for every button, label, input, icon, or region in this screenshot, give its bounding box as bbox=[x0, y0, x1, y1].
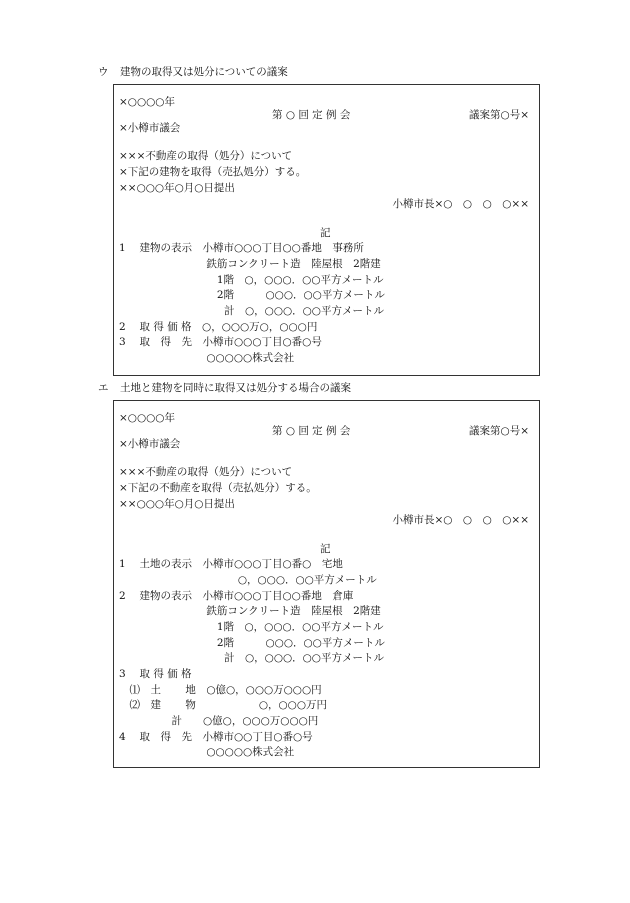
bill-number: 議案第○号× bbox=[469, 109, 529, 121]
ki-label: 記 bbox=[320, 543, 331, 555]
council-line: ×小樽市議会 bbox=[119, 122, 181, 134]
section-mark: ウ bbox=[98, 66, 109, 78]
detail-row: ○○○○○株式会社 bbox=[119, 746, 295, 758]
session-title: 第 ○ 回 定 例 会 bbox=[272, 109, 351, 121]
bill-title: ×××不動産の取得（処分）について bbox=[119, 150, 293, 162]
date-line: ×○○○○年 bbox=[119, 96, 175, 108]
detail-row: 計 ○億○，○○○万○○○円 bbox=[119, 715, 319, 727]
bill-box-land-building bbox=[113, 400, 540, 768]
section-heading-u bbox=[98, 64, 288, 79]
action-line: ×下記の建物を取得（売払処分）する。 bbox=[119, 166, 307, 178]
section-title: 建物の取得又は処分についての議案 bbox=[120, 66, 288, 78]
council-line: ×小樽市議会 bbox=[119, 438, 181, 450]
section-heading-e bbox=[98, 380, 351, 395]
detail-row: 2 取 得 価 格 ○，○○○万○，○○○円 bbox=[119, 321, 318, 333]
bill-box-building bbox=[113, 84, 540, 376]
detail-row: 2階 ○○○．○○平方メートル bbox=[119, 637, 385, 649]
detail-row: 計 ○，○○○．○○平方メートル bbox=[119, 305, 384, 317]
section-title: 土地と建物を同時に取得又は処分する場合の議案 bbox=[120, 382, 351, 394]
bill-number: 議案第○号× bbox=[469, 425, 529, 437]
detail-row: 3 取 得 先 小樽市○○○丁目○番○号 bbox=[119, 336, 322, 348]
detail-row: 鉄筋コンクリート造 陸屋根 2階建 bbox=[119, 258, 381, 270]
submitted-line: ××○○○年○月○日提出 bbox=[119, 498, 235, 510]
submitted-line: ××○○○年○月○日提出 bbox=[119, 182, 235, 194]
ki-label: 記 bbox=[320, 227, 331, 239]
section-mark: エ bbox=[98, 382, 109, 394]
detail-row: ○○○○○株式会社 bbox=[119, 352, 295, 364]
detail-row: ⑵ 建 物 ○，○○○万円 bbox=[119, 699, 327, 711]
detail-row: 1 建物の表示 小樽市○○○丁目○○番地 事務所 bbox=[119, 242, 364, 254]
mayor-line: 小樽市長×○ ○ ○ ○×× bbox=[392, 198, 529, 210]
session-title: 第 ○ 回 定 例 会 bbox=[272, 425, 351, 437]
detail-row: 2 建物の表示 小樽市○○○丁目○○番地 倉庫 bbox=[119, 590, 354, 602]
detail-row: 4 取 得 先 小樽市○○丁目○番○号 bbox=[119, 731, 313, 743]
detail-row: 3 取 得 価 格 bbox=[119, 668, 192, 680]
bill-title: ×××不動産の取得（処分）について bbox=[119, 466, 293, 478]
action-line: ×下記の不動産を取得（売払処分）する。 bbox=[119, 482, 317, 494]
detail-row: 2階 ○○○．○○平方メートル bbox=[119, 289, 385, 301]
detail-row: 1階 ○，○○○．○○平方メートル bbox=[119, 621, 384, 633]
mayor-line: 小樽市長×○ ○ ○ ○×× bbox=[392, 514, 529, 526]
date-line: ×○○○○年 bbox=[119, 412, 175, 424]
detail-row: ○，○○○．○○平方メートル bbox=[119, 574, 377, 586]
detail-row: 1 土地の表示 小樽市○○○丁目○番○ 宅地 bbox=[119, 558, 343, 570]
detail-row: 計 ○，○○○．○○平方メートル bbox=[119, 652, 384, 664]
detail-row: 1階 ○，○○○．○○平方メートル bbox=[119, 274, 384, 286]
detail-row: ⑴ 土 地 ○億○，○○○万○○○円 bbox=[119, 684, 322, 696]
detail-row: 鉄筋コンクリート造 陸屋根 2階建 bbox=[119, 605, 381, 617]
